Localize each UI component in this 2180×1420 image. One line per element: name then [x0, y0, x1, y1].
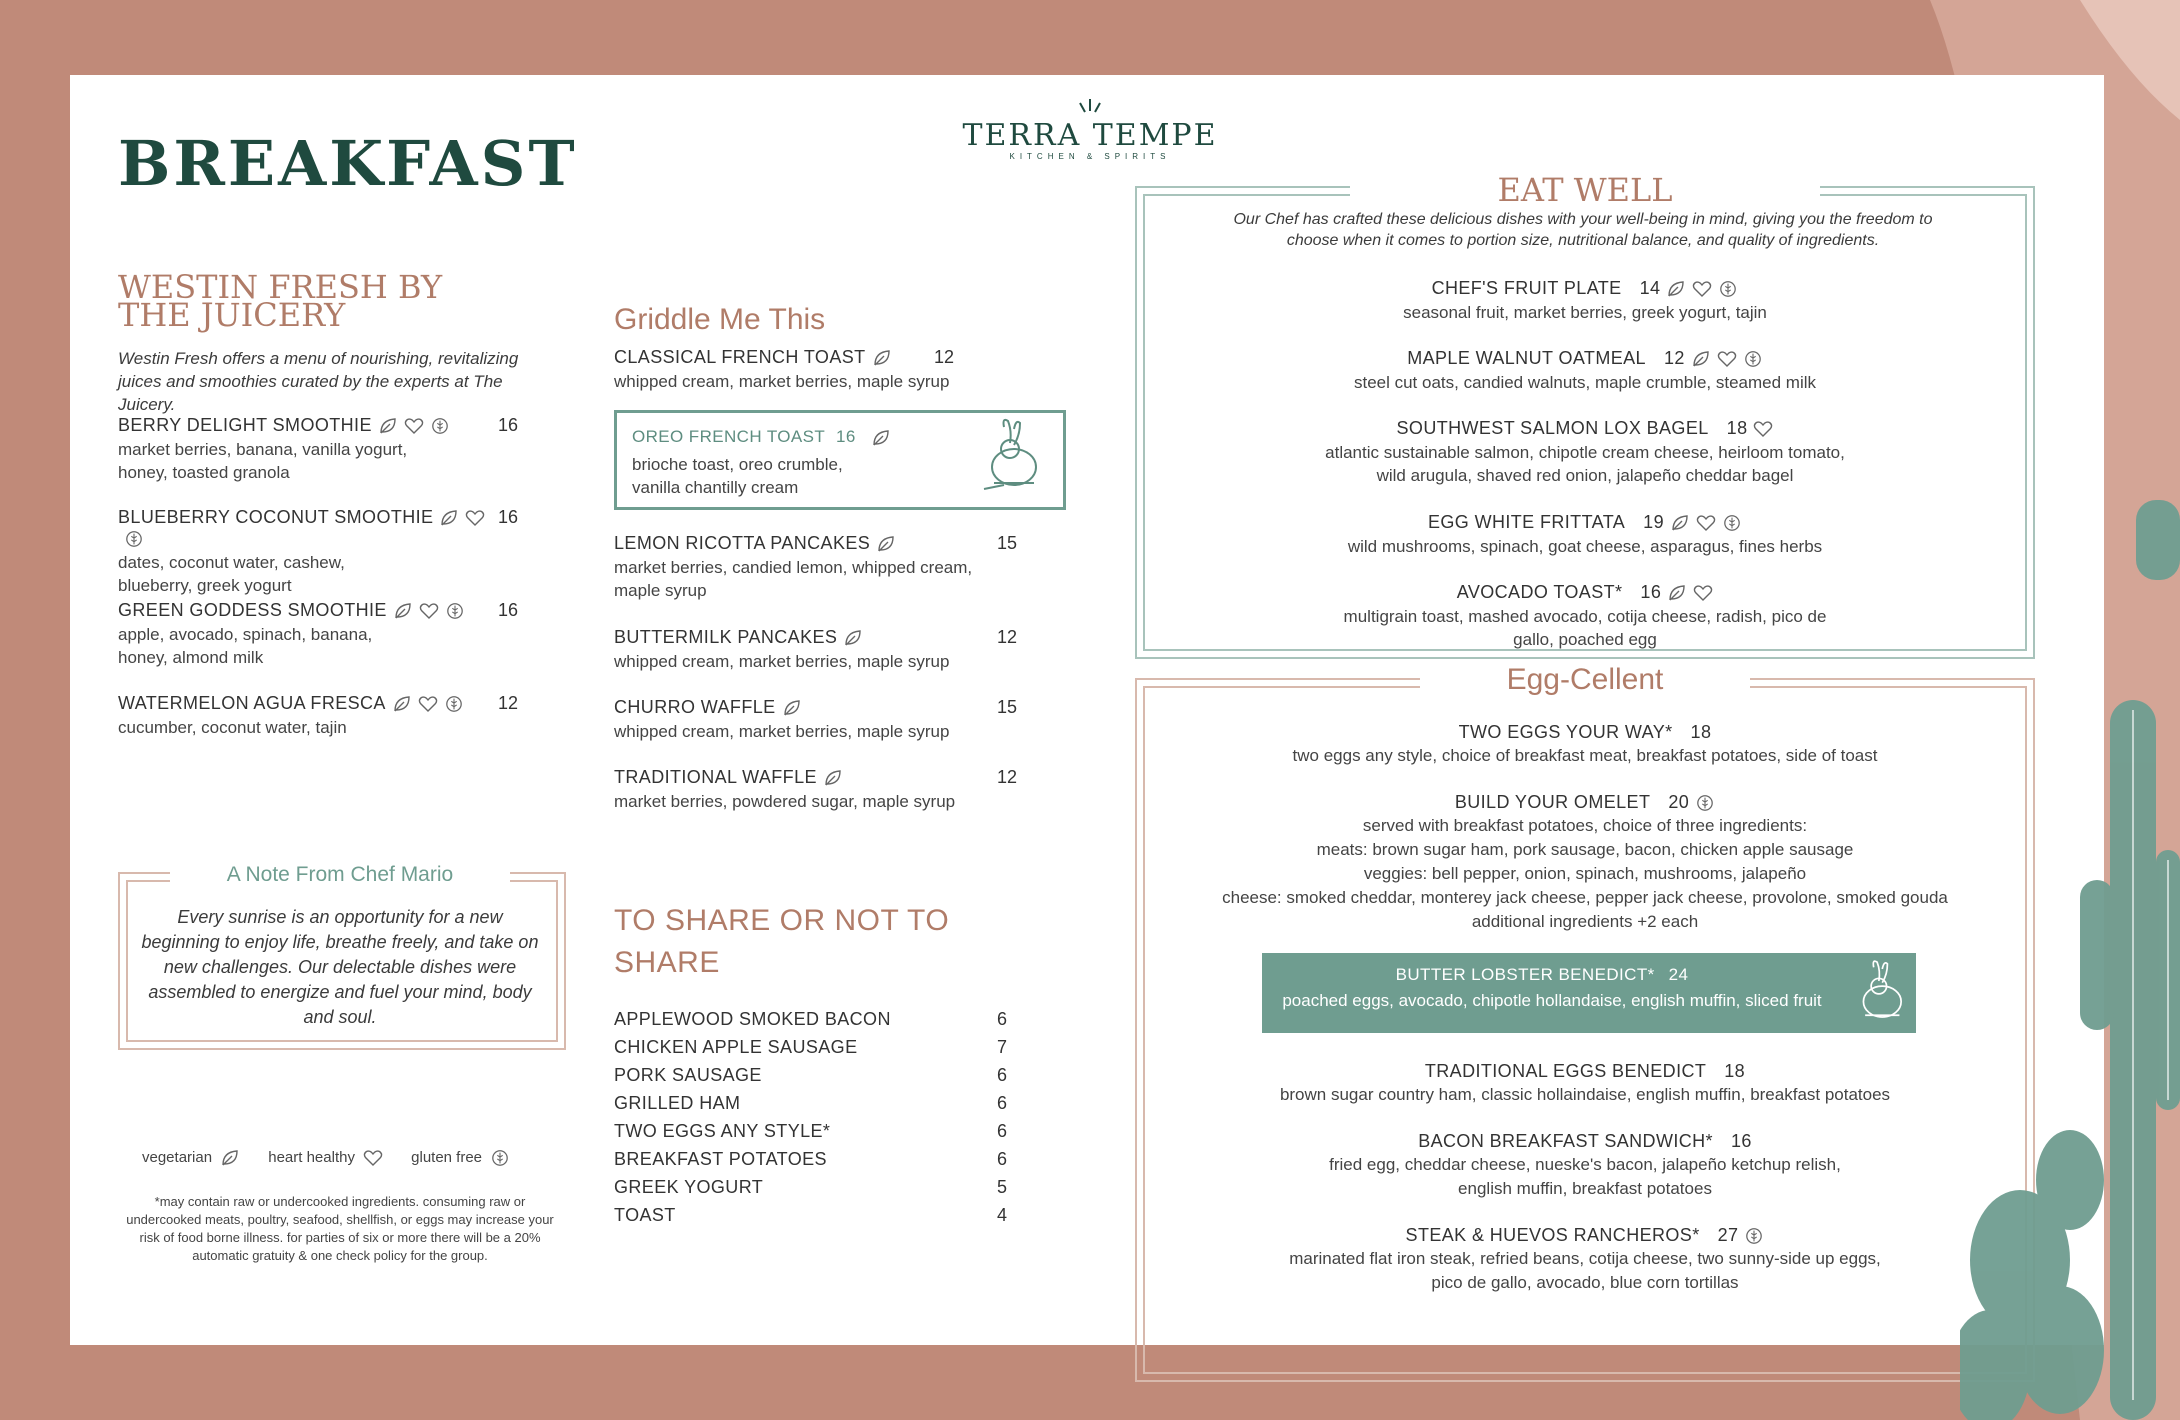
westin-item-label: BERRY DELIGHT SMOOTHIE: [118, 415, 372, 435]
eat-well-item: [1160, 278, 2010, 324]
side-item: [614, 1205, 1008, 1226]
omelet-item-desc: served with breakfast potatoes, choice of three ingredients:: [1362, 816, 1808, 835]
heart-icon: [418, 695, 438, 713]
side-item: [614, 1065, 1008, 1086]
eat-well-item-name: [1160, 418, 2010, 439]
legend-heart-label: heart healthy: [268, 1149, 355, 1166]
eat-well-item: [1160, 348, 2010, 394]
gluten-free-icon: [1744, 1227, 1764, 1245]
omelet-item-desc: cheese: smoked cheddar, monterey jack cheese, pepper jack cheese, provolone, smoked gouda: [1222, 888, 1948, 907]
westin-item-desc: cucumber, coconut water, tajin: [118, 718, 347, 737]
eat-well-item: [1160, 512, 2010, 558]
side-item-price: 6: [997, 1149, 1008, 1169]
westin-item-price: 16: [498, 415, 519, 435]
eat-well-item-name: [1160, 512, 2010, 533]
griddle-item-label: CHURRO WAFFLE: [614, 697, 776, 717]
dietary-legend: [142, 1149, 510, 1167]
gluten-free-icon: [445, 602, 465, 620]
sandwich-item-price: 16: [1730, 1131, 1752, 1151]
leaf-icon: [439, 509, 459, 527]
leaf-icon: [1666, 280, 1686, 298]
rancheros-item-name: [1160, 1225, 2010, 1246]
griddle-item-name: [614, 533, 1024, 554]
rancheros-item-price: 27: [1717, 1225, 1739, 1245]
legend-vegetarian-label: vegetarian: [142, 1149, 213, 1166]
side-item-price: 5: [997, 1177, 1008, 1197]
eat-well-item-desc: steel cut oats, candied walnuts, maple crumble, steamed milk: [1353, 373, 1817, 392]
griddle-item-name: [614, 347, 1034, 368]
westin-item-label: GREEN GODDESS SMOOTHIE: [118, 600, 387, 620]
disclaimer: *may contain raw or undercooked ingredients. consuming raw or undercooked meats, poultry, seafood, shellfish, or eggs may increase your risk of food borne illness. for parties of six or more there will be a 20% automatic gratuity & one check policy for the group.: [126, 1194, 554, 1263]
westin-item-name: [118, 600, 498, 621]
gluten-free-icon: [1695, 794, 1715, 812]
griddle-item: [614, 627, 1024, 673]
eat-well-item-desc: seasonal fruit, market berries, greek yogurt, tajin: [1403, 303, 1767, 322]
benedict-item-price: 18: [1724, 1061, 1746, 1081]
side-item-name: GRILLED HAM: [614, 1093, 741, 1113]
leaf-icon: [1691, 350, 1711, 368]
heart-icon: [1717, 350, 1737, 368]
omelet-item: [1160, 792, 2010, 933]
westin-item-desc: market berries, banana, vanilla yogurt, honey, toasted granola: [118, 440, 408, 482]
heart-icon: [1696, 514, 1716, 532]
side-item-name: TOAST: [614, 1205, 676, 1225]
side-item: [614, 1177, 1008, 1198]
leaf-icon: [393, 602, 413, 620]
rancheros-item-desc: pico de gallo, avocado, blue corn tortillas: [1431, 1273, 1739, 1292]
eat-well-item-desc: wild mushrooms, spinach, goat cheese, asparagus, fines herbs: [1347, 537, 1823, 556]
westin-item: [118, 600, 519, 669]
eat-well-item-label: EGG WHITE FRITTATA: [1427, 512, 1626, 532]
eat-well-item-price: 16: [1640, 582, 1662, 602]
griddle-item-desc: whipped cream, market berries, maple syrup: [614, 722, 950, 741]
westin-title: WESTIN FRESH BY THE JUICERY: [118, 268, 443, 334]
griddle-item: [614, 767, 1024, 813]
gluten-free-icon: [1722, 514, 1742, 532]
eat-well-item-desc: multigrain toast, mashed avocado, cotija cheese, radish, pico de gallo, poached egg: [1343, 607, 1827, 649]
featured-lobster-name: [1262, 965, 1822, 985]
brand-name: TERRA TEMPE: [962, 118, 1218, 153]
westin-item-name: [118, 693, 498, 714]
omelet-item-name: [1160, 792, 2010, 813]
gluten-free-icon: [444, 695, 464, 713]
eat-well-item-price: 19: [1643, 512, 1664, 532]
westin-item-price: 16: [498, 507, 519, 527]
side-item-name: APPLEWOOD SMOKED BACON: [614, 1009, 891, 1029]
side-item-price: 4: [997, 1205, 1008, 1225]
two-eggs-item-name: [1160, 722, 2010, 743]
legend-vegetarian: [142, 1149, 240, 1167]
rancheros-item-label: STEAK & HUEVOS RANCHEROS*: [1405, 1225, 1700, 1245]
omelet-item-desc: meats: brown sugar ham, pork sausage, bacon, chicken apple sausage: [1316, 840, 1854, 859]
griddle-item-label: LEMON RICOTTA PANCAKES: [614, 533, 871, 553]
leaf-icon: [378, 417, 398, 435]
sunrise-icon: [1070, 97, 1110, 115]
eat-well-item-label: MAPLE WALNUT OATMEAL: [1407, 348, 1646, 368]
westin-intro: Westin Fresh offers a menu of nourishing, revitalizing juices and smoothies curated by the experts at The Juicery.: [118, 349, 519, 414]
featured-oreo-desc: brioche toast, oreo crumble, vanilla chantilly cream: [632, 455, 843, 497]
eat-well-item-price: 18: [1726, 418, 1748, 438]
griddle-item-desc: whipped cream, market berries, maple syrup: [614, 372, 950, 391]
griddle-item-name: [614, 627, 1024, 648]
griddle-item: [614, 347, 1034, 393]
westin-item-desc: apple, avocado, spinach, banana, honey, almond milk: [118, 625, 373, 667]
griddle-item-label: CLASSICAL FRENCH TOAST: [614, 347, 866, 367]
chef-note-text: Every sunrise is an opportunity for a new beginning to enjoy life, breathe freely, and take on new challenges. Our delectable dishes were assembled to energize and fuel your mind, body and soul.: [141, 907, 539, 1027]
side-item-name: GREEK YOGURT: [614, 1177, 764, 1197]
eat-well-item-name: [1160, 582, 2010, 603]
rabbit-icon: [974, 417, 1044, 497]
leaf-icon: [1667, 584, 1687, 602]
cactus-illustration: [1960, 500, 2180, 1420]
griddle-item: [614, 533, 1024, 602]
eat-well-item-label: AVOCADO TOAST*: [1456, 582, 1623, 602]
featured-oreo-name: OREO FRENCH TOAST: [632, 427, 825, 446]
griddle-item-name: [614, 767, 1024, 788]
griddle-item-price: 15: [997, 697, 1018, 717]
omelet-item-price: 20: [1668, 792, 1690, 812]
side-item-name: CHICKEN APPLE SAUSAGE: [614, 1037, 858, 1057]
two-eggs-item-price: 18: [1690, 722, 1712, 742]
legend-gluten-free: [411, 1149, 510, 1167]
leaf-icon: [823, 769, 843, 787]
side-item-price: 6: [997, 1121, 1008, 1141]
griddle-item-price: 12: [997, 627, 1018, 647]
gluten-free-icon: [124, 530, 144, 548]
benedict-item-name: [1160, 1061, 2010, 1082]
sides-title: TO SHARE OR NOT TO SHARE: [614, 904, 950, 979]
heart-icon: [1693, 584, 1713, 602]
side-item-name: PORK SAUSAGE: [614, 1065, 762, 1085]
leaf-icon: [871, 429, 891, 447]
griddle-item-desc: market berries, powdered sugar, maple syrup: [614, 792, 956, 811]
eat-well-item-price: 14: [1639, 278, 1661, 298]
leaf-icon: [843, 629, 863, 647]
griddle-item-desc: whipped cream, market berries, maple syrup: [614, 652, 950, 671]
heart-icon: [465, 509, 485, 527]
westin-item: [118, 507, 519, 597]
westin-item-label: WATERMELON AGUA FRESCA: [118, 693, 386, 713]
gluten-free-icon: [1718, 280, 1738, 298]
side-item: [614, 1121, 1008, 1142]
brand-tagline: KITCHEN & SPIRITS: [1009, 152, 1171, 161]
westin-item: [118, 415, 519, 484]
side-item: [614, 1009, 1008, 1030]
griddle-item-price: 12: [934, 347, 955, 367]
gluten-free-icon: [1743, 350, 1763, 368]
eat-well-item: [1160, 418, 2010, 487]
griddle-item-label: TRADITIONAL WAFFLE: [614, 767, 817, 787]
side-item-price: 6: [997, 1009, 1008, 1029]
side-item: [614, 1037, 1008, 1058]
eat-well-item-price: 12: [1663, 348, 1685, 368]
westin-item-price: 16: [498, 600, 519, 620]
westin-item-name: [118, 415, 498, 436]
sandwich-item-label: BACON BREAKFAST SANDWICH*: [1418, 1131, 1713, 1151]
griddle-item-desc: market berries, candied lemon, whipped cream, maple syrup: [614, 558, 973, 600]
griddle-item-price: 12: [997, 767, 1018, 787]
leaf-icon: [220, 1149, 240, 1167]
sandwich-item-desc: fried egg, cheddar cheese, nueske's bacon, jalapeño ketchup relish,: [1329, 1155, 1841, 1174]
chef-note-title: A Note From Chef Mario: [170, 863, 510, 887]
side-item-price: 7: [997, 1037, 1008, 1057]
rabbit-icon: [1848, 957, 1908, 1029]
leaf-icon: [392, 695, 412, 713]
eat-well-item-desc: atlantic sustainable salmon, chipotle cream cheese, heirloom tomato, wild arugula, shaved red onion, jalapeño cheddar bagel: [1325, 443, 1845, 485]
egg-cellent-title: Egg-Cellent: [1420, 663, 1750, 697]
rancheros-item: [1160, 1225, 2010, 1294]
featured-lobster-desc: poached eggs, avocado, chipotle hollandaise, english muffin, sliced fruit: [1282, 991, 1822, 1010]
griddle-item: [614, 697, 1024, 743]
side-item-name: TWO EGGS ANY STYLE*: [614, 1121, 831, 1141]
featured-lobster-label: BUTTER LOBSTER BENEDICT*: [1395, 965, 1655, 984]
heart-icon: [1692, 280, 1712, 298]
eat-well-item: [1160, 582, 2010, 651]
side-item-price: 6: [997, 1065, 1008, 1085]
side-item-price: 6: [997, 1093, 1008, 1113]
omelet-item-desc: additional ingredients +2 each: [1471, 912, 1699, 931]
heart-icon: [1753, 420, 1773, 438]
omelet-item-desc: veggies: bell pepper, onion, spinach, mushrooms, jalapeño: [1363, 864, 1807, 883]
sandwich-item-name: [1160, 1131, 2010, 1152]
gluten-free-icon: [490, 1149, 510, 1167]
legend-gluten-label: gluten free: [411, 1149, 483, 1166]
heart-icon: [363, 1149, 383, 1167]
featured-lobster-price: 24: [1668, 965, 1689, 984]
benedict-item-label: TRADITIONAL EGGS BENEDICT: [1424, 1061, 1707, 1081]
featured-lobster-box: [1262, 953, 1916, 1033]
heart-icon: [404, 417, 424, 435]
griddle-title: Griddle Me This: [614, 303, 826, 336]
westin-item-price: 12: [498, 693, 519, 713]
leaf-icon: [876, 535, 896, 553]
brand-logo: [950, 97, 1230, 161]
westin-item: [118, 693, 519, 739]
heart-icon: [419, 602, 439, 620]
benedict-item: [1160, 1061, 2010, 1106]
griddle-item-name: [614, 697, 1024, 718]
menu-paper: [70, 75, 2104, 1345]
griddle-item-label: BUTTERMILK PANCAKES: [614, 627, 838, 647]
leaf-icon: [1670, 514, 1690, 532]
rancheros-item-desc: marinated flat iron steak, refried beans, cotija cheese, two sunny-side up eggs,: [1289, 1249, 1881, 1268]
eat-well-item-name: [1160, 348, 2010, 369]
legend-heart-healthy: [268, 1149, 383, 1167]
side-item-name: BREAKFAST POTATOES: [614, 1149, 827, 1169]
side-item: [614, 1093, 1008, 1114]
leaf-icon: [782, 699, 802, 717]
westin-item-name: [118, 507, 498, 549]
eat-well-title: EAT WELL: [1350, 171, 1820, 209]
eat-well-intro: Our Chef has crafted these delicious dishes with your well-being in mind, giving you the freedom to choose when it comes to portion size, nutritional balance, and quality of ingredients.: [1233, 211, 1933, 249]
two-eggs-item-label: TWO EGGS YOUR WAY*: [1458, 722, 1673, 742]
page-title: BREAKFAST: [118, 127, 578, 200]
leaf-icon: [872, 349, 892, 367]
side-item: [614, 1149, 1008, 1170]
westin-item-label: BLUEBERRY COCONUT SMOOTHIE: [118, 507, 434, 527]
featured-oreo-heading: [632, 427, 891, 447]
eat-well-item-name: [1160, 278, 2010, 299]
sandwich-item: [1160, 1131, 2010, 1200]
westin-item-desc: dates, coconut water, cashew, blueberry, greek yogurt: [118, 553, 345, 595]
two-eggs-item-desc: two eggs any style, choice of breakfast meat, breakfast potatoes, side of toast: [1292, 746, 1878, 765]
eat-well-item-label: SOUTHWEST SALMON LOX BAGEL: [1396, 418, 1709, 438]
griddle-item-price: 15: [997, 533, 1018, 553]
omelet-item-label: BUILD YOUR OMELET: [1454, 792, 1651, 812]
sandwich-item-desc: english muffin, breakfast potatoes: [1458, 1179, 1712, 1198]
two-eggs-item: [1160, 722, 2010, 767]
featured-oreo-price: 16: [836, 427, 856, 446]
benedict-item-desc: brown sugar country ham, classic hollaindaise, english muffin, breakfast potatoes: [1279, 1085, 1891, 1104]
gluten-free-icon: [430, 417, 450, 435]
eat-well-item-label: CHEF'S FRUIT PLATE: [1431, 278, 1622, 298]
